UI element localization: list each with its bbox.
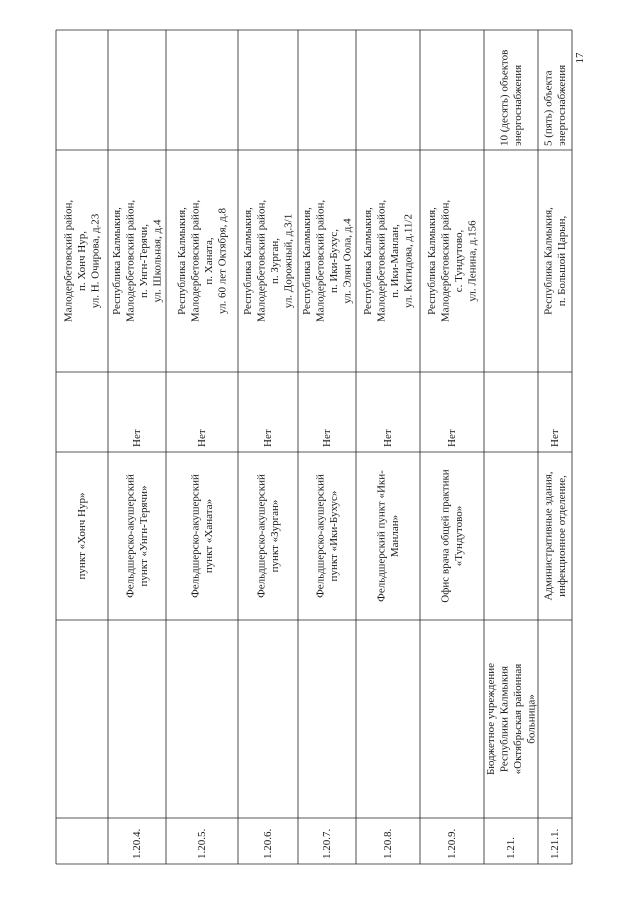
cell-address-line: Малодербетовский район, [124,199,137,323]
cell-address-line: ул. Элян Оола, д.4 [341,218,354,304]
cell-address-line: Малодербетовский район, [62,199,75,323]
cell-num-line: 1.20.6. [262,828,274,859]
cell-address-line: Малодербетовский район, [375,199,388,323]
cell-object-line: Фельдшерско-акушерский [255,474,268,598]
cell-object-line: Фельдшерско-акушерский [189,474,202,598]
cell-address-line: Республика Калмыкия, [175,207,188,315]
cell-object-line: пункт «Ики-Бухус» [327,490,340,582]
cell-object-line: пункт «Зурган» [268,499,281,573]
cell-address-line: п. Унгн-Терячи, [137,223,150,299]
cell-org-line: «Октябрьская районная [511,663,524,775]
cell-address-line: п. Ики-Бухус, [327,229,340,293]
cell-count-line: энергоснабжения [555,64,568,146]
cell-address-line: ул. Китидова, д.11/2 [402,214,415,308]
cell-address-line: ул. Ленина, д.156 [466,220,479,302]
cell-address-line: Республика Калмыкия, [542,207,555,315]
cell-count-line: 5 (пять) объекта [542,70,555,146]
cell-address-line: п. Ханата, [202,237,215,285]
cell-address-line: Республика Калмыкия, [425,207,438,315]
cell-num-line: 1.20.8. [382,828,394,859]
cell-address-line: п. Хонч Нур, [76,230,88,292]
cell-address-line: Малодербетовский район, [255,199,268,323]
cell-object-line: инфекционное отделение, [555,475,568,597]
cell-address-line: Малодербетовский район, [189,199,202,323]
cell-address-line: Малодербетовский район, [314,199,327,323]
cell-org-line: больница» [525,694,538,744]
cell-num-line: 1.21.1. [549,828,561,859]
cell-address-line: с. Тундутово, [452,229,465,293]
cell-object-line: Офис врача общей практики [439,469,452,603]
cell-address-line: ул. Дорожный, д.3/1 [282,213,295,309]
cell-address-line: ул. 60 лет Октября, д.8 [216,207,229,315]
cell-org-line: Бюджетное учреждение [484,662,497,776]
cell-object-line: Административные здания, [542,471,555,601]
cell-flag-line: Нет [321,429,333,447]
cell-address-line: п. Большой Царын, [555,215,568,307]
cell-address-line: Республика Калмыкия, [241,207,254,315]
cell-address-line: п. Ики-Манлан, [388,224,401,298]
cell-address-line: Республика Калмыкия, [110,207,123,315]
cell-object-line: пункт «Хонч Нур» [76,492,88,580]
cell-num-line: 1.21. [505,837,517,859]
cell-flag-line: Нет [549,429,561,447]
cell-object-line: Фельдшерско-акушерский [124,474,137,598]
cell-address-line: Республика Калмыкия, [300,207,313,315]
cell-address-line: п. Зурган, [268,238,281,284]
cell-count-line: 10 (десять) объектов [498,49,511,146]
cell-org-line: Республики Калмыкия [498,665,511,773]
cell-object-line: Фельдшерско-акушерский [314,474,327,598]
cell-count-line: энергоснабжения [511,64,524,146]
cell-address-line: ул. Н. Очирова, д.23 [89,213,102,309]
cell-flag-line: Нет [382,429,394,447]
cell-address-line: Малодербетовский район, [439,199,452,323]
cell-address-line: ул. Школьная, д.4 [151,219,164,303]
cell-object-line: Манлан» [388,514,401,558]
cell-object-line: пункт «Унгн-Терячи» [137,485,150,587]
cell-flag-line: Нет [262,429,274,447]
cell-flag-line: Нет [131,429,143,447]
page-number: 17 [574,52,586,64]
cell-object-line: «Тундутово» [452,505,465,567]
cell-num-line: 1.20.5. [196,828,208,859]
cell-num-line: 1.20.9. [446,828,458,859]
cell-object-line: Фельдшерский пункт «Ики- [375,470,388,602]
cell-num-line: 1.20.4. [131,828,143,859]
cell-object-line: пункт «Ханата» [202,498,215,574]
cell-address-line: Республика Калмыкия, [361,207,374,315]
cell-flag-line: Нет [196,429,208,447]
cell-num-line: 1.20.7. [321,828,333,859]
cell-flag-line: Нет [446,429,458,447]
